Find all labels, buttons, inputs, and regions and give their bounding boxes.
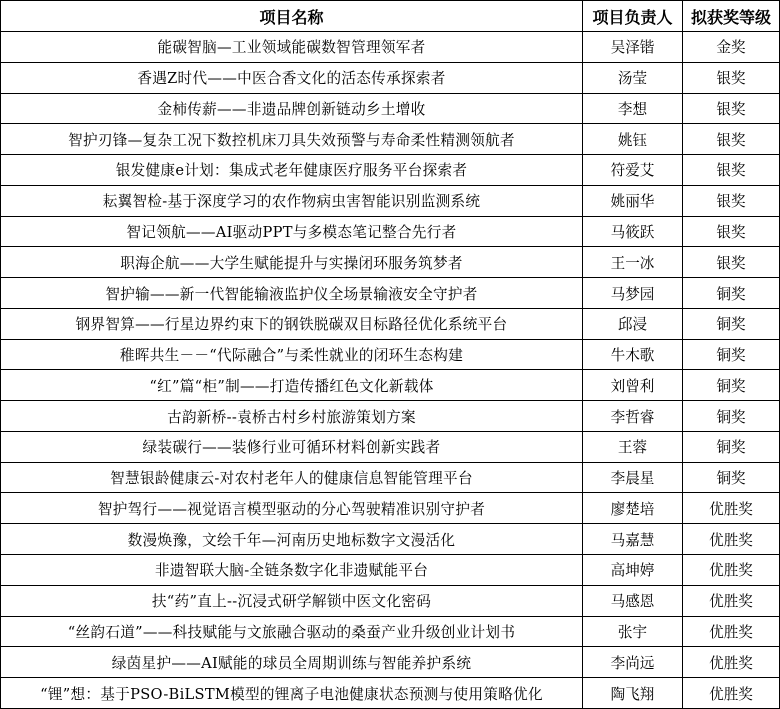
award-level-cell: 银奖 <box>683 124 780 155</box>
award-level-cell: 铜奖 <box>683 401 780 432</box>
project-leader-cell: 牛木歌 <box>583 339 683 370</box>
project-leader-cell: 姚钰 <box>583 124 683 155</box>
table-row <box>1 155 780 186</box>
award-level-cell: 优胜奖 <box>683 555 780 586</box>
table-row <box>1 339 780 370</box>
table-row <box>1 216 780 247</box>
award-level-cell: 铜奖 <box>683 462 780 493</box>
project-name-cell: 绿装碳行——装修行业可循环材料创新实践者 <box>1 431 583 462</box>
table-row <box>1 401 780 432</box>
table-row <box>1 185 780 216</box>
project-name-cell: 扶“药”直上--沉浸式研学解锁中医文化密码 <box>1 585 583 616</box>
project-name-cell: 能碳智脑—工业领域能碳数智管理领军者 <box>1 32 583 63</box>
project-leader-cell: 马嘉慧 <box>583 524 683 555</box>
table-row <box>1 93 780 124</box>
table-row <box>1 524 780 555</box>
award-level-cell: 银奖 <box>683 155 780 186</box>
award-level-cell: 铜奖 <box>683 339 780 370</box>
award-level-cell: 铜奖 <box>683 431 780 462</box>
award-level-cell: 优胜奖 <box>683 524 780 555</box>
award-level-cell: 银奖 <box>683 62 780 93</box>
project-name-cell: 耘翼智检-基于深度学习的农作物病虫害智能识别监测系统 <box>1 185 583 216</box>
project-name-cell: 职海企航——大学生赋能提升与实操闭环服务筑梦者 <box>1 247 583 278</box>
project-name-cell: 绿茵星护——AI赋能的球员全周期训练与智能养护系统 <box>1 647 583 678</box>
project-leader-cell: 陶飞翔 <box>583 678 683 709</box>
project-name-cell: 智护输——新一代智能输液监护仪全场景输液安全守护者 <box>1 278 583 309</box>
project-leader-cell: 吴泽锴 <box>583 32 683 63</box>
award-level-cell: 银奖 <box>683 247 780 278</box>
project-name-cell: 智护刃锋—复杂工况下数控机床刀具失效预警与寿命柔性精测领航者 <box>1 124 583 155</box>
project-name-cell: “锂”想：基于PSO-BiLSTM模型的锂离子电池健康状态预测与使用策略优化 <box>1 678 583 709</box>
table-row <box>1 493 780 524</box>
table-row <box>1 555 780 586</box>
table-row <box>1 647 780 678</box>
table-row <box>1 616 780 647</box>
project-leader-cell: 刘曾利 <box>583 370 683 401</box>
table-row <box>1 431 780 462</box>
header-award-level: 拟获奖等级 <box>683 1 780 32</box>
table-row <box>1 278 780 309</box>
award-level-cell: 铜奖 <box>683 278 780 309</box>
project-leader-cell: 高坤婷 <box>583 555 683 586</box>
project-name-cell: 智记领航——AI驱动PPT与多模态笔记整合先行者 <box>1 216 583 247</box>
table-row <box>1 32 780 63</box>
award-level-cell: 优胜奖 <box>683 616 780 647</box>
table-row <box>1 462 780 493</box>
table-row <box>1 678 780 709</box>
award-level-cell: 优胜奖 <box>683 493 780 524</box>
project-name-cell: “红”篇“柜”制——打造传播红色文化新载体 <box>1 370 583 401</box>
table-body <box>1 32 780 709</box>
award-level-cell: 银奖 <box>683 216 780 247</box>
project-leader-cell: 李尚远 <box>583 647 683 678</box>
project-leader-cell: 邱浸 <box>583 308 683 339</box>
project-leader-cell: 王一冰 <box>583 247 683 278</box>
award-level-cell: 银奖 <box>683 93 780 124</box>
project-leader-cell: 马筱跃 <box>583 216 683 247</box>
project-leader-cell: 廖楚培 <box>583 493 683 524</box>
header-row <box>1 1 780 32</box>
table-row <box>1 370 780 401</box>
project-name-cell: 智护驾行——视觉语言模型驱动的分心驾驶精准识别守护者 <box>1 493 583 524</box>
award-level-cell: 金奖 <box>683 32 780 63</box>
project-leader-cell: 姚丽华 <box>583 185 683 216</box>
project-leader-cell: 马感恩 <box>583 585 683 616</box>
table-row <box>1 62 780 93</box>
header-project-name: 项目名称 <box>1 1 583 32</box>
project-leader-cell: 李晨星 <box>583 462 683 493</box>
table-row <box>1 585 780 616</box>
project-leader-cell: 李哲睿 <box>583 401 683 432</box>
project-leader-cell: 王蓉 <box>583 431 683 462</box>
project-name-cell: 金柿传薪——非遗品牌创新链动乡土增收 <box>1 93 583 124</box>
project-name-cell: 古韵新桥--袁桥古村乡村旅游策划方案 <box>1 401 583 432</box>
project-name-cell: 智慧银龄健康云-对农村老年人的健康信息智能管理平台 <box>1 462 583 493</box>
table-row <box>1 124 780 155</box>
table-row <box>1 247 780 278</box>
project-leader-cell: 马梦园 <box>583 278 683 309</box>
award-level-cell: 铜奖 <box>683 370 780 401</box>
project-leader-cell: 符爱艾 <box>583 155 683 186</box>
project-name-cell: 稚晖共生－－“代际融合”与柔性就业的闭环生态构建 <box>1 339 583 370</box>
table-row <box>1 308 780 339</box>
project-leader-cell: 张宇 <box>583 616 683 647</box>
project-leader-cell: 李想 <box>583 93 683 124</box>
award-level-cell: 优胜奖 <box>683 678 780 709</box>
project-name-cell: 钢界智算——行星边界约束下的钢铁脱碳双目标路径优化系统平台 <box>1 308 583 339</box>
project-name-cell: 银发健康e计划：集成式老年健康医疗服务平台探索者 <box>1 155 583 186</box>
project-name-cell: 非遗智联大脑-全链条数字化非遗赋能平台 <box>1 555 583 586</box>
project-leader-cell: 汤莹 <box>583 62 683 93</box>
project-name-cell: 数漫焕豫，文绘千年—河南历史地标数字文漫活化 <box>1 524 583 555</box>
award-level-cell: 铜奖 <box>683 308 780 339</box>
award-level-cell: 银奖 <box>683 185 780 216</box>
project-name-cell: 香遇Z时代——中医合香文化的活态传承探索者 <box>1 62 583 93</box>
project-name-cell: “丝韵石道”——科技赋能与文旅融合驱动的桑蚕产业升级创业计划书 <box>1 616 583 647</box>
award-level-cell: 优胜奖 <box>683 585 780 616</box>
header-project-leader: 项目负责人 <box>583 1 683 32</box>
award-level-cell: 优胜奖 <box>683 647 780 678</box>
